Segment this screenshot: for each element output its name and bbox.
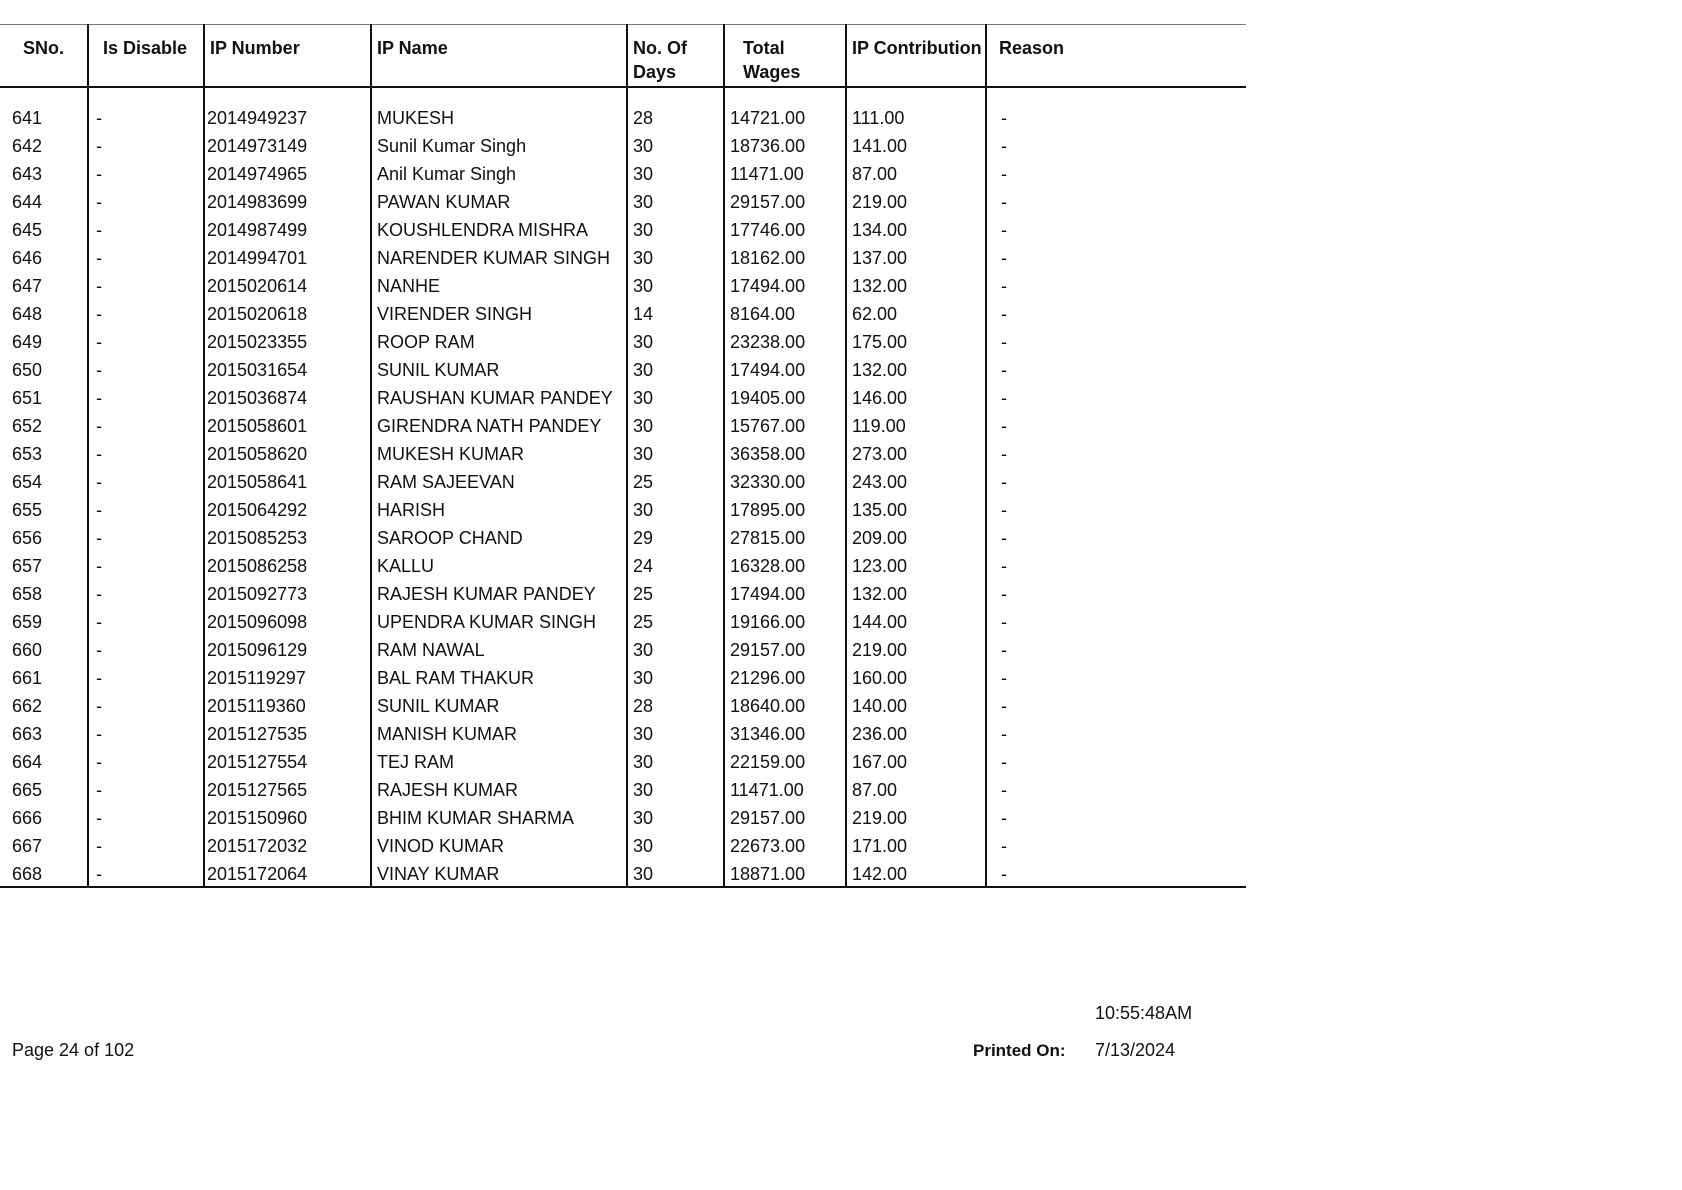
cell-ip-number: 2015023355 xyxy=(204,328,371,356)
table-row xyxy=(0,804,1246,832)
table-row xyxy=(0,300,1246,328)
cell-ip-number: 2015096098 xyxy=(204,608,371,636)
cell-sno: 649 xyxy=(12,331,43,352)
header-ip-contribution: IP Contribution xyxy=(846,25,986,87)
cell-is-disable: - xyxy=(88,328,204,356)
cell-ip-number: 2015086258 xyxy=(204,552,371,580)
cell-total-wages: 17494.00 xyxy=(724,356,846,384)
table-row xyxy=(0,188,1246,216)
header-ip-name: IP Name xyxy=(371,25,627,87)
cell-total-wages: 16328.00 xyxy=(724,552,846,580)
cell-reason: - xyxy=(986,776,1246,804)
cell-sno: 658 xyxy=(12,583,43,604)
cell-ip-number: 2015127554 xyxy=(204,748,371,776)
cell-sno: 647 xyxy=(12,275,43,296)
cell-ip-name: BAL RAM THAKUR xyxy=(371,664,627,692)
cell-ip-name: NANHE xyxy=(371,272,627,300)
cell-is-disable: - xyxy=(88,216,204,244)
cell-ip-contribution: 123.00 xyxy=(846,552,986,580)
cell-total-wages: 18871.00 xyxy=(724,860,846,887)
cell-is-disable: - xyxy=(88,664,204,692)
cell-no-of-days: 30 xyxy=(627,636,724,664)
cell-reason: - xyxy=(986,832,1246,860)
contribution-table xyxy=(0,24,1246,888)
cell-ip-number: 2014949237 xyxy=(204,104,371,132)
cell-no-of-days: 30 xyxy=(627,244,724,272)
cell-is-disable: - xyxy=(88,860,204,887)
cell-ip-contribution: 137.00 xyxy=(846,244,986,272)
cell-reason: - xyxy=(986,160,1246,188)
cell-ip-name: VINAY KUMAR xyxy=(371,860,627,887)
cell-ip-name: MUKESH xyxy=(371,104,627,132)
cell-ip-contribution: 144.00 xyxy=(846,608,986,636)
cell-reason: - xyxy=(986,720,1246,748)
cell-ip-contribution: 171.00 xyxy=(846,832,986,860)
cell-sno: 641 xyxy=(12,107,43,128)
cell-sno: 654 xyxy=(12,471,43,492)
cell-ip-name: RAM NAWAL xyxy=(371,636,627,664)
cell-reason: - xyxy=(986,272,1246,300)
cell-sno: 663 xyxy=(12,723,43,744)
cell-ip-name: TEJ RAM xyxy=(371,748,627,776)
cell-is-disable: - xyxy=(88,804,204,832)
cell-sno: 665 xyxy=(12,779,43,800)
cell-reason: - xyxy=(986,216,1246,244)
cell-ip-number: 2015150960 xyxy=(204,804,371,832)
cell-ip-contribution: 87.00 xyxy=(846,160,986,188)
table-row xyxy=(0,384,1246,412)
cell-reason: - xyxy=(986,300,1246,328)
cell-reason: - xyxy=(986,608,1246,636)
cell-reason: - xyxy=(986,580,1246,608)
cell-total-wages: 22673.00 xyxy=(724,832,846,860)
cell-ip-name: Anil Kumar Singh xyxy=(371,160,627,188)
cell-reason: - xyxy=(986,440,1246,468)
cell-ip-name: KALLU xyxy=(371,552,627,580)
cell-reason: - xyxy=(986,552,1246,580)
cell-is-disable: - xyxy=(88,440,204,468)
table-row xyxy=(0,496,1246,524)
cell-sno: 660 xyxy=(12,639,43,660)
cell-no-of-days: 30 xyxy=(627,748,724,776)
cell-reason: - xyxy=(986,860,1246,887)
cell-ip-contribution: 142.00 xyxy=(846,860,986,887)
cell-ip-contribution: 135.00 xyxy=(846,496,986,524)
cell-total-wages: 17494.00 xyxy=(724,272,846,300)
cell-is-disable: - xyxy=(88,412,204,440)
table-row xyxy=(0,160,1246,188)
cell-is-disable: - xyxy=(88,468,204,496)
table-row xyxy=(0,440,1246,468)
table-row xyxy=(0,356,1246,384)
cell-no-of-days: 30 xyxy=(627,496,724,524)
cell-no-of-days: 30 xyxy=(627,216,724,244)
table-row xyxy=(0,132,1246,160)
cell-ip-contribution: 119.00 xyxy=(846,412,986,440)
cell-no-of-days: 30 xyxy=(627,664,724,692)
cell-ip-name: VINOD KUMAR xyxy=(371,832,627,860)
cell-ip-contribution: 160.00 xyxy=(846,664,986,692)
cell-is-disable: - xyxy=(88,356,204,384)
cell-ip-name: SUNIL KUMAR xyxy=(371,356,627,384)
cell-total-wages: 21296.00 xyxy=(724,664,846,692)
cell-no-of-days: 30 xyxy=(627,832,724,860)
cell-sno: 667 xyxy=(12,835,43,856)
cell-total-wages: 32330.00 xyxy=(724,468,846,496)
cell-no-of-days: 30 xyxy=(627,188,724,216)
cell-is-disable: - xyxy=(88,160,204,188)
cell-no-of-days: 30 xyxy=(627,804,724,832)
cell-total-wages: 18736.00 xyxy=(724,132,846,160)
cell-ip-number: 2015172064 xyxy=(204,860,371,887)
cell-reason: - xyxy=(986,524,1246,552)
cell-ip-name: PAWAN KUMAR xyxy=(371,188,627,216)
cell-sno: 643 xyxy=(12,163,43,184)
cell-no-of-days: 25 xyxy=(627,580,724,608)
cell-ip-contribution: 209.00 xyxy=(846,524,986,552)
cell-ip-name: RAUSHAN KUMAR PANDEY xyxy=(371,384,627,412)
cell-ip-name: Sunil Kumar Singh xyxy=(371,132,627,160)
cell-total-wages: 19166.00 xyxy=(724,608,846,636)
printed-on-date: 7/13/2024 xyxy=(1095,1040,1176,1060)
cell-total-wages: 29157.00 xyxy=(724,804,846,832)
cell-ip-contribution: 167.00 xyxy=(846,748,986,776)
cell-ip-contribution: 132.00 xyxy=(846,272,986,300)
cell-no-of-days: 30 xyxy=(627,720,724,748)
cell-total-wages: 11471.00 xyxy=(724,160,846,188)
cell-ip-name: ROOP RAM xyxy=(371,328,627,356)
cell-ip-name: GIRENDRA NATH PANDEY xyxy=(371,412,627,440)
printed-on-label: Printed On: xyxy=(973,1041,1066,1060)
cell-ip-name: VIRENDER SINGH xyxy=(371,300,627,328)
header-ip-number: IP Number xyxy=(204,25,371,87)
cell-ip-number: 2015064292 xyxy=(204,496,371,524)
table-row xyxy=(0,272,1246,300)
cell-ip-contribution: 141.00 xyxy=(846,132,986,160)
cell-ip-contribution: 236.00 xyxy=(846,720,986,748)
table-row xyxy=(0,692,1246,720)
cell-total-wages: 8164.00 xyxy=(724,300,846,328)
cell-total-wages: 22159.00 xyxy=(724,748,846,776)
cell-ip-number: 2015127565 xyxy=(204,776,371,804)
cell-sno: 661 xyxy=(12,667,43,688)
cell-total-wages: 23238.00 xyxy=(724,328,846,356)
cell-ip-contribution: 219.00 xyxy=(846,804,986,832)
cell-no-of-days: 30 xyxy=(627,328,724,356)
cell-ip-contribution: 62.00 xyxy=(846,300,986,328)
print-time: 10:55:48AM xyxy=(1095,1003,1193,1023)
cell-ip-contribution: 132.00 xyxy=(846,356,986,384)
table-row xyxy=(0,636,1246,664)
table-row xyxy=(0,412,1246,440)
cell-ip-number: 2014987499 xyxy=(204,216,371,244)
table-row xyxy=(0,328,1246,356)
cell-ip-number: 2015127535 xyxy=(204,720,371,748)
table-row xyxy=(0,832,1246,860)
cell-total-wages: 15767.00 xyxy=(724,412,846,440)
cell-ip-contribution: 219.00 xyxy=(846,188,986,216)
cell-reason: - xyxy=(986,356,1246,384)
cell-is-disable: - xyxy=(88,132,204,160)
cell-ip-name: NARENDER KUMAR SINGH xyxy=(371,244,627,272)
cell-is-disable: - xyxy=(88,104,204,132)
cell-no-of-days: 24 xyxy=(627,552,724,580)
cell-sno: 642 xyxy=(12,135,43,156)
cell-is-disable: - xyxy=(88,636,204,664)
cell-ip-name: SUNIL KUMAR xyxy=(371,692,627,720)
cell-ip-name: RAJESH KUMAR PANDEY xyxy=(371,580,627,608)
cell-ip-number: 2015085253 xyxy=(204,524,371,552)
cell-sno: 651 xyxy=(12,387,43,408)
cell-reason: - xyxy=(986,328,1246,356)
cell-reason: - xyxy=(986,188,1246,216)
cell-sno: 646 xyxy=(12,247,43,268)
cell-is-disable: - xyxy=(88,776,204,804)
cell-ip-name: RAM SAJEEVAN xyxy=(371,468,627,496)
cell-ip-contribution: 273.00 xyxy=(846,440,986,468)
cell-is-disable: - xyxy=(88,496,204,524)
cell-sno: 648 xyxy=(12,303,43,324)
cell-is-disable: - xyxy=(88,300,204,328)
cell-total-wages: 31346.00 xyxy=(724,720,846,748)
cell-total-wages: 29157.00 xyxy=(724,636,846,664)
cell-ip-number: 2014973149 xyxy=(204,132,371,160)
cell-ip-number: 2015119297 xyxy=(204,664,371,692)
cell-ip-contribution: 175.00 xyxy=(846,328,986,356)
table-row xyxy=(0,664,1246,692)
cell-no-of-days: 29 xyxy=(627,524,724,552)
cell-ip-contribution: 140.00 xyxy=(846,692,986,720)
table-row xyxy=(0,552,1246,580)
table-row xyxy=(0,468,1246,496)
cell-total-wages: 29157.00 xyxy=(724,188,846,216)
cell-ip-number: 2015119360 xyxy=(204,692,371,720)
cell-ip-number: 2014974965 xyxy=(204,160,371,188)
cell-ip-name: MANISH KUMAR xyxy=(371,720,627,748)
cell-sno: 662 xyxy=(12,695,43,716)
cell-ip-name: HARISH xyxy=(371,496,627,524)
cell-ip-number: 2015020618 xyxy=(204,300,371,328)
cell-ip-contribution: 134.00 xyxy=(846,216,986,244)
table-row xyxy=(0,244,1246,272)
cell-is-disable: - xyxy=(88,608,204,636)
cell-is-disable: - xyxy=(88,524,204,552)
cell-reason: - xyxy=(986,104,1246,132)
table-row xyxy=(0,776,1246,804)
cell-ip-name: KOUSHLENDRA MISHRA xyxy=(371,216,627,244)
cell-ip-name: SAROOP CHAND xyxy=(371,524,627,552)
cell-sno: 653 xyxy=(12,443,43,464)
cell-no-of-days: 30 xyxy=(627,860,724,887)
cell-ip-name: BHIM KUMAR SHARMA xyxy=(371,804,627,832)
cell-no-of-days: 30 xyxy=(627,132,724,160)
cell-reason: - xyxy=(986,468,1246,496)
cell-ip-number: 2015058620 xyxy=(204,440,371,468)
cell-reason: - xyxy=(986,636,1246,664)
table-row xyxy=(0,720,1246,748)
header-total-wages: Total Wages xyxy=(724,25,846,87)
cell-ip-number: 2015020614 xyxy=(204,272,371,300)
header-reason: Reason xyxy=(986,25,1246,87)
report-container xyxy=(0,24,1246,888)
cell-reason: - xyxy=(986,692,1246,720)
cell-ip-name: UPENDRA KUMAR SINGH xyxy=(371,608,627,636)
cell-sno: 656 xyxy=(12,527,43,548)
cell-total-wages: 19405.00 xyxy=(724,384,846,412)
cell-is-disable: - xyxy=(88,244,204,272)
cell-no-of-days: 28 xyxy=(627,104,724,132)
cell-ip-contribution: 111.00 xyxy=(846,104,986,132)
table-row xyxy=(0,524,1246,552)
cell-no-of-days: 30 xyxy=(627,272,724,300)
cell-reason: - xyxy=(986,748,1246,776)
cell-sno: 659 xyxy=(12,611,43,632)
cell-ip-number: 2015172032 xyxy=(204,832,371,860)
cell-total-wages: 18162.00 xyxy=(724,244,846,272)
cell-is-disable: - xyxy=(88,272,204,300)
cell-ip-contribution: 87.00 xyxy=(846,776,986,804)
cell-total-wages: 17895.00 xyxy=(724,496,846,524)
cell-no-of-days: 30 xyxy=(627,160,724,188)
cell-ip-contribution: 132.00 xyxy=(846,580,986,608)
cell-no-of-days: 30 xyxy=(627,776,724,804)
cell-no-of-days: 30 xyxy=(627,440,724,468)
cell-sno: 668 xyxy=(0,860,88,887)
cell-is-disable: - xyxy=(88,720,204,748)
cell-sno: 655 xyxy=(12,499,43,520)
cell-reason: - xyxy=(986,664,1246,692)
cell-reason: - xyxy=(986,132,1246,160)
cell-sno: 657 xyxy=(12,555,43,576)
cell-total-wages: 18640.00 xyxy=(724,692,846,720)
cell-reason: - xyxy=(986,412,1246,440)
cell-ip-contribution: 243.00 xyxy=(846,468,986,496)
cell-is-disable: - xyxy=(88,188,204,216)
cell-no-of-days: 30 xyxy=(627,356,724,384)
cell-is-disable: - xyxy=(88,552,204,580)
table-spacer-row xyxy=(0,87,1246,104)
cell-sno: 645 xyxy=(12,219,43,240)
cell-reason: - xyxy=(986,244,1246,272)
cell-ip-number: 2015058641 xyxy=(204,468,371,496)
cell-total-wages: 27815.00 xyxy=(724,524,846,552)
cell-no-of-days: 30 xyxy=(627,384,724,412)
cell-is-disable: - xyxy=(88,832,204,860)
header-is-disable: Is Disable xyxy=(88,25,204,87)
cell-ip-number: 2014994701 xyxy=(204,244,371,272)
cell-ip-contribution: 219.00 xyxy=(846,636,986,664)
cell-no-of-days: 28 xyxy=(627,692,724,720)
cell-ip-number: 2015031654 xyxy=(204,356,371,384)
cell-sno: 652 xyxy=(12,415,43,436)
cell-no-of-days: 25 xyxy=(627,608,724,636)
header-no-of-days: No. Of Days xyxy=(627,25,724,87)
cell-ip-number: 2015036874 xyxy=(204,384,371,412)
cell-reason: - xyxy=(986,804,1246,832)
header-sno: SNo. xyxy=(0,25,88,87)
cell-no-of-days: 14 xyxy=(627,300,724,328)
cell-ip-number: 2014983699 xyxy=(204,188,371,216)
cell-ip-contribution: 146.00 xyxy=(846,384,986,412)
cell-sno: 666 xyxy=(12,807,43,828)
cell-total-wages: 14721.00 xyxy=(724,104,846,132)
cell-ip-name: RAJESH KUMAR xyxy=(371,776,627,804)
cell-ip-name: MUKESH KUMAR xyxy=(371,440,627,468)
cell-total-wages: 11471.00 xyxy=(724,776,846,804)
cell-is-disable: - xyxy=(88,384,204,412)
table-body xyxy=(0,87,1246,887)
table-header-row xyxy=(0,25,1246,87)
cell-no-of-days: 30 xyxy=(627,412,724,440)
cell-reason: - xyxy=(986,384,1246,412)
cell-total-wages: 36358.00 xyxy=(724,440,846,468)
cell-no-of-days: 25 xyxy=(627,468,724,496)
cell-ip-number: 2015092773 xyxy=(204,580,371,608)
table-row xyxy=(0,216,1246,244)
cell-is-disable: - xyxy=(88,692,204,720)
cell-total-wages: 17746.00 xyxy=(724,216,846,244)
cell-ip-number: 2015096129 xyxy=(204,636,371,664)
cell-is-disable: - xyxy=(88,580,204,608)
table-row xyxy=(0,608,1246,636)
page-number: Page 24 of 102 xyxy=(12,1040,135,1060)
cell-sno: 650 xyxy=(12,359,43,380)
cell-ip-number: 2015058601 xyxy=(204,412,371,440)
table-row xyxy=(0,104,1246,132)
cell-sno: 664 xyxy=(12,751,43,772)
table-row xyxy=(0,748,1246,776)
cell-total-wages: 17494.00 xyxy=(724,580,846,608)
cell-reason: - xyxy=(986,496,1246,524)
table-row xyxy=(0,860,1246,887)
cell-is-disable: - xyxy=(88,748,204,776)
table-row xyxy=(0,580,1246,608)
cell-sno: 644 xyxy=(12,191,43,212)
